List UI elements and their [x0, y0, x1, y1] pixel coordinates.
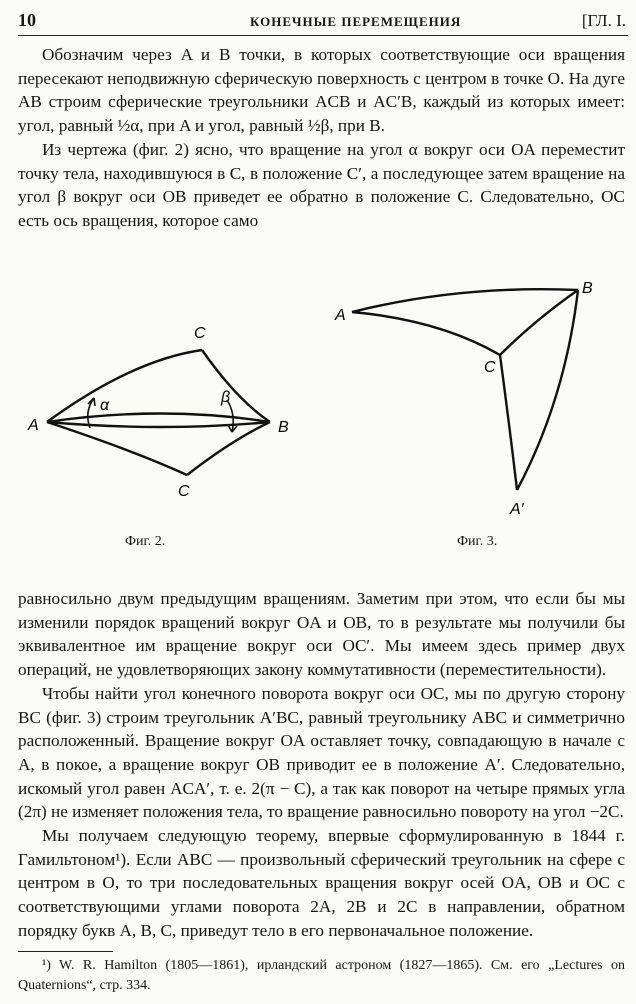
figure-2 — [22, 280, 312, 560]
figure-3 — [330, 280, 620, 530]
label-A: A — [335, 307, 346, 324]
footnote-text: ¹) W. R. Hamilton (1805—1861), ирландский астроном (1827—1865). См. его „Lectures on Quaternions“, стр. 334. — [18, 958, 625, 993]
label-A-prime: A′ — [510, 501, 524, 518]
figure-3-caption: Фиг. 3. — [457, 534, 498, 549]
page-header — [18, 10, 626, 32]
arc-A-C — [352, 312, 500, 355]
footnote — [18, 956, 625, 996]
label-C-bottom: C — [178, 483, 190, 500]
arc-A-B — [352, 289, 578, 312]
paragraph-4: Чтобы найти угол конечного поворота вокруг оси OC, мы по другую сторону BC (фиг. 3) строим треугольник A′BC, равный треугольнику ABC и симметрично расположенный. Вращение вокруг OA оставляет точку, совпадающую в начале с A, в покое, а вращение вокруг OB приводит ее в положение A′. Следовательно, искомый угол равен ACA′, т. е. 2(π − C), а так как поворот на четыре прямых угла (2π) не изменяет положения тела, то вращение равносильно повороту на угол −2C. — [18, 683, 625, 822]
body-text-top — [18, 43, 625, 233]
label-B: B — [278, 419, 289, 436]
label-A: A — [28, 417, 39, 434]
arc-Cbottom-B — [187, 422, 270, 475]
paragraph-1: Обозначим через A и B точки, в которых соответствующие оси вращения пересекают неподвижную сферическую поверхность с центром в точке O. На дуге AB строим сферические треугольники ACB и AC′B, каждый из которых имеет: угол, равный ½α, при A и угол, равный ½β, при B. — [18, 45, 625, 136]
label-C: C — [484, 359, 496, 376]
running-title: КОНЕЧНЫЕ ПЕРЕМЕЩЕНИЯ — [250, 14, 462, 29]
arc-A-Ctop — [47, 350, 202, 422]
label-B: B — [582, 280, 593, 297]
arc-C-B — [500, 290, 578, 355]
arc-B-Aprime — [517, 290, 578, 490]
arc-Ctop-B — [202, 350, 270, 422]
body-text-bottom — [18, 587, 625, 943]
header-rule — [18, 35, 628, 36]
paragraph-3: равносильно двум предыдущим вращениям. Заметим при этом, что если бы мы изменили порядок вращений вокруг OA и OB, то в результате мы получили бы эквивалентное им вращение вокруг оси OC′. Мы имеем здесь пример двух операций, не удовлетворяющих закону коммутативности (переместительности). — [18, 589, 625, 680]
paragraph-5: Мы получаем следующую теорему, впервые сформулированную в 1844 г. Гамильтоном¹). Если ABC — произвольный сферический треугольник на сфере с центром в O, то три последовательных вращения вокруг осей OA, OB и OC с соответствующими углами поворота 2A, 2B и 2C в направлении, обратном порядку букв A, B, C, приведут тело в его первоначальное положение. — [18, 826, 625, 940]
figure-2-caption: Фиг. 2. — [125, 534, 166, 549]
footnote-rule — [18, 951, 113, 952]
arc-C-Aprime — [500, 355, 517, 490]
arc-A-B-upper — [47, 414, 270, 423]
paragraph-2: Из чертежа (фиг. 2) ясно, что вращение на угол α вокруг оси OA переместит точку тела, находившуюся в C, в положение C′, а последующее затем вращение на угол β вокруг оси OB приведет ее обратно в положение C. Следовательно, OC есть ось вращения, которое само — [18, 139, 625, 230]
arc-A-Cbottom — [47, 422, 187, 475]
page-number: 10 — [18, 10, 36, 30]
label-alpha: α — [100, 397, 110, 414]
chapter-marker: [ГЛ. I. — [581, 11, 626, 30]
label-C-top: C — [194, 325, 206, 342]
label-beta: β — [221, 389, 231, 406]
